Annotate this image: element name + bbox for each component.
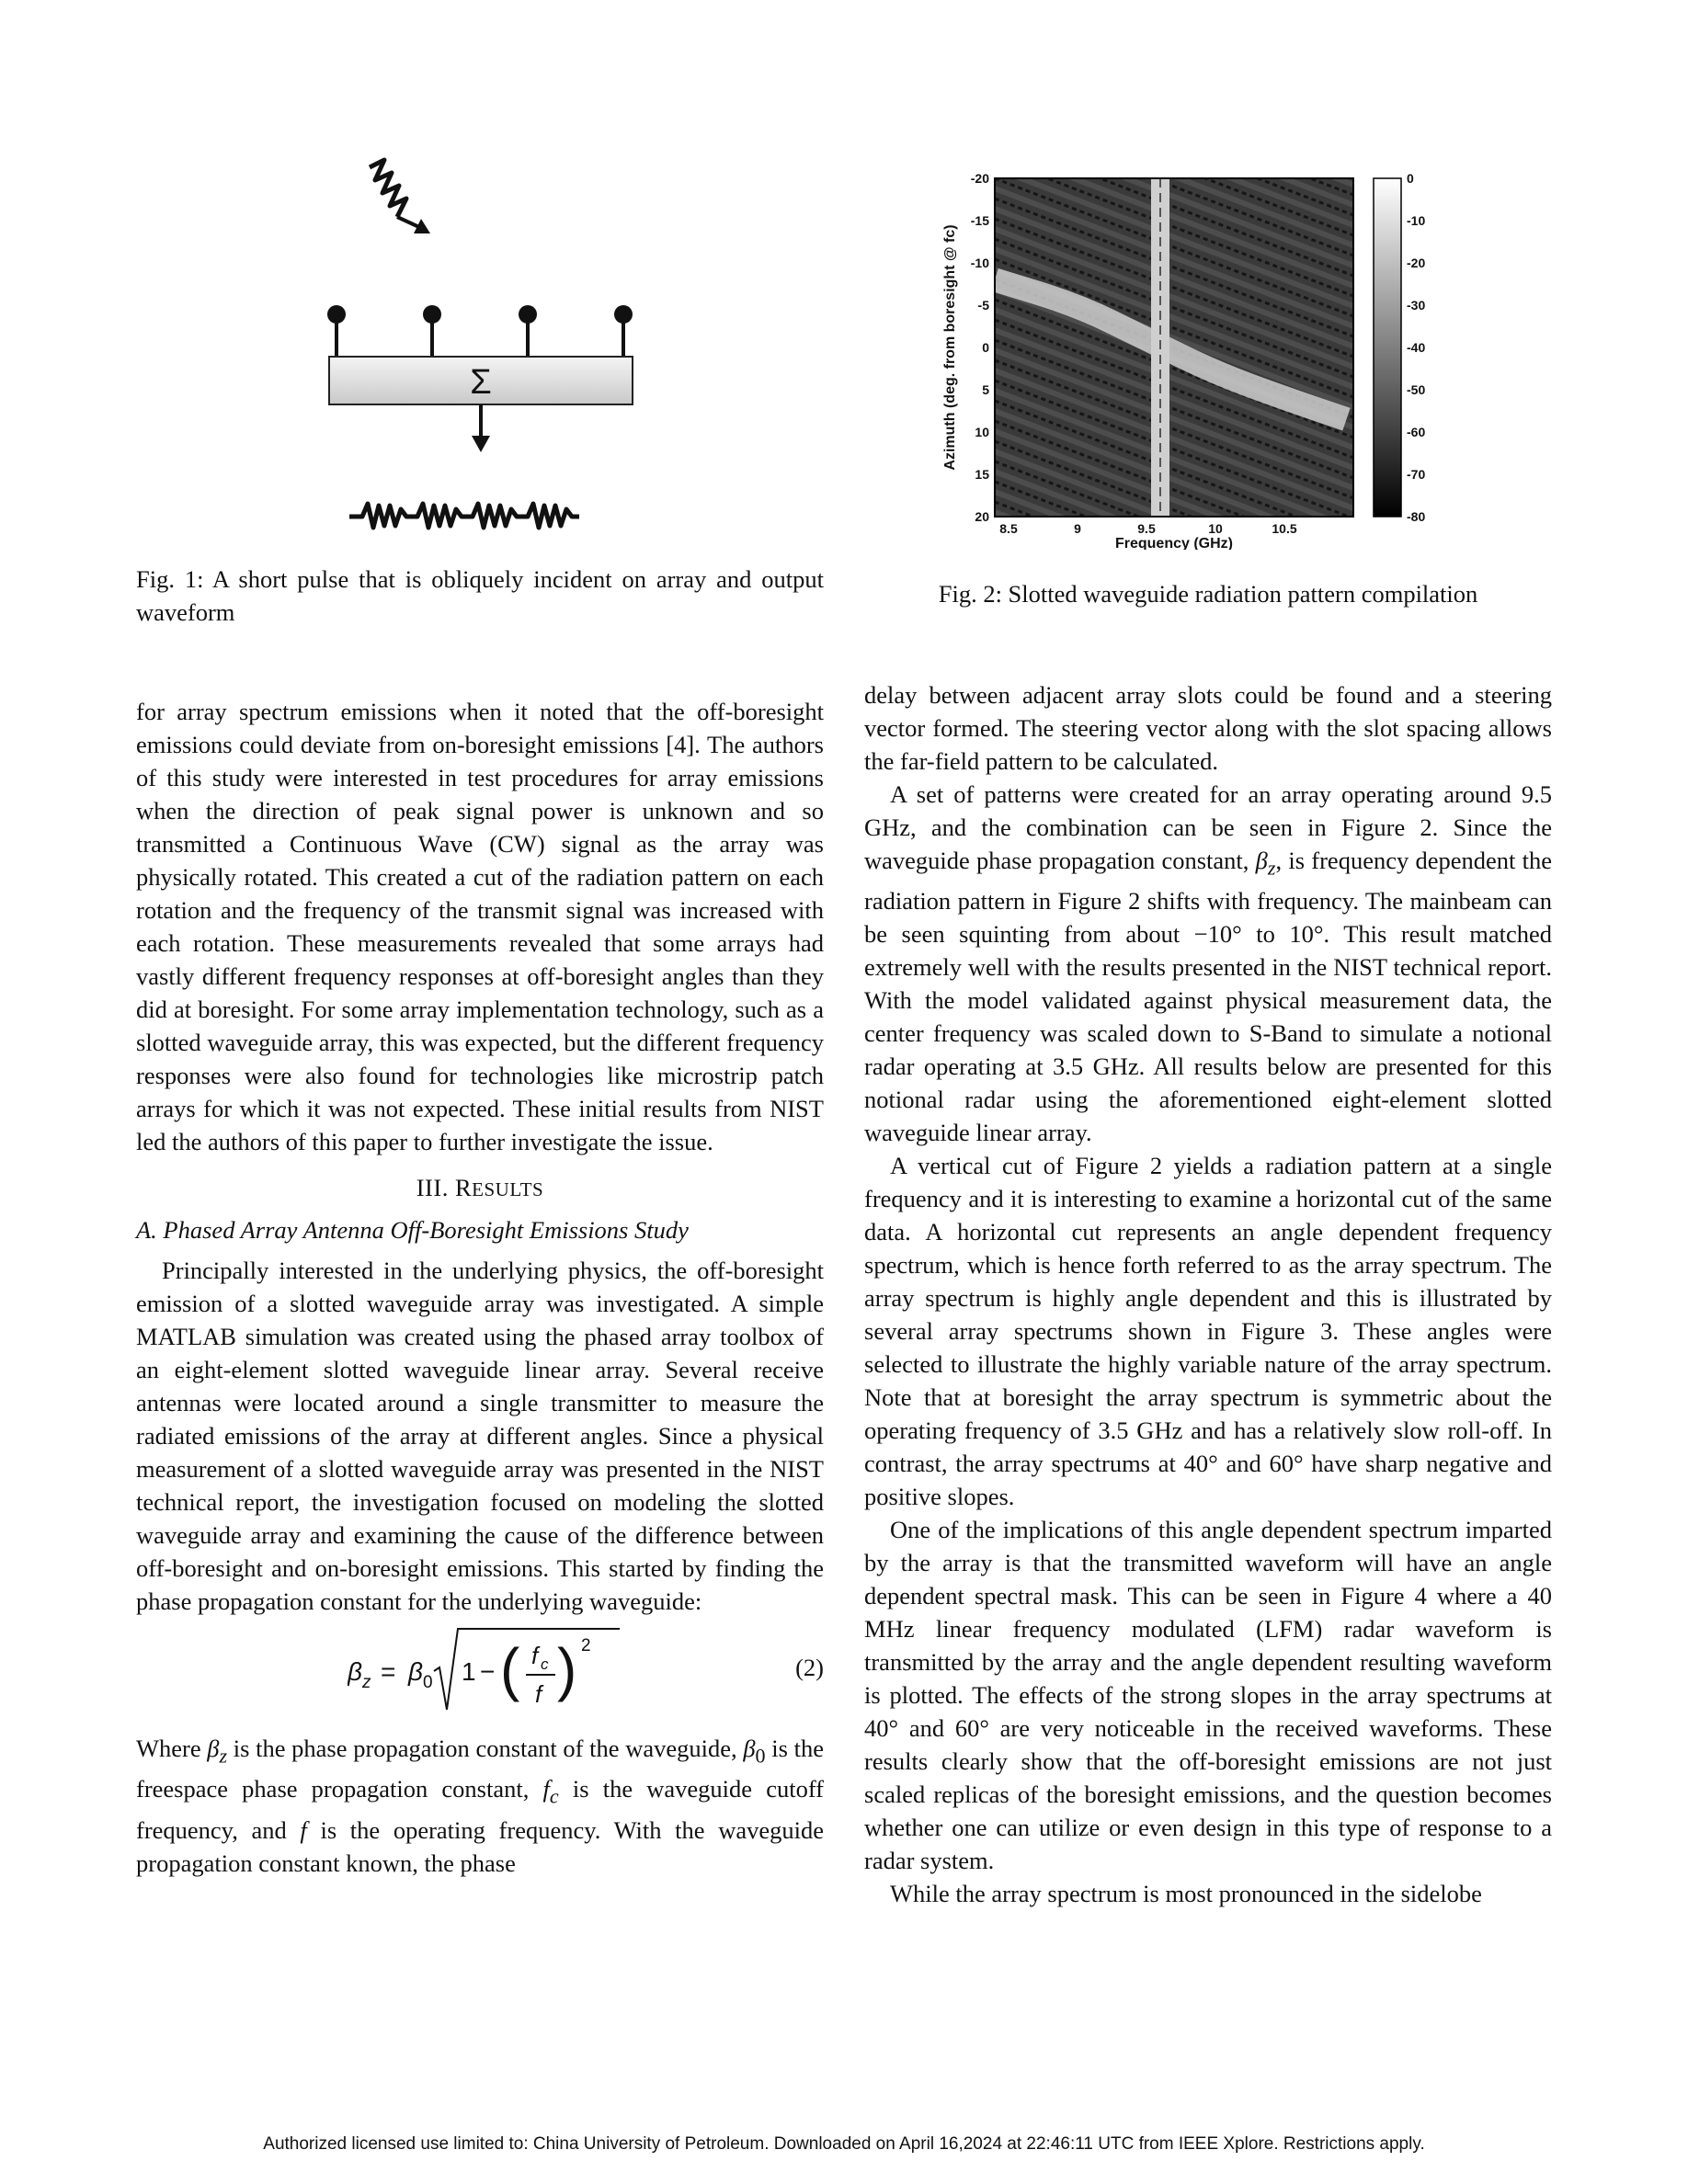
x-axis-ticks	[999, 521, 1297, 536]
colorbar-tick-label: -20	[1407, 256, 1426, 270]
colorbar-tick-label: -60	[1407, 425, 1426, 439]
x-tick-label: 10.5	[1272, 521, 1297, 536]
y-tick-label: -15	[970, 213, 989, 228]
symbol-beta-z: $\beta_z$	[1255, 847, 1276, 880]
paragraph: delay between adjacent array slots could be found and a steering vector formed. The steering vector along with the slot spacing allows the far-field pattern to be calculated.	[864, 681, 1552, 775]
colorbar-tick-label: -10	[1407, 213, 1426, 228]
y-tick-label: 0	[982, 340, 989, 355]
paragraph: One of the implications of this angle dependent spectrum imparted by the array is that the transmitted waveform will have an angle dependent spectral mask. This can be seen in Figure 4 where a 40 MHz linear frequency modulated (LFM) radar waveform is transmitted by the array and the angle dependent resulting waveform is plotted. The effects of the strong slopes in the array spectrums at 40° and 60° are very noticeable in the received waveforms. These results clearly show that the off-boresight emissions are not just scaled replicas of the boresight emissions, and the question becomes whether one can utilize or even design in this type of response to a radar system.	[864, 1516, 1552, 1875]
y-tick-label: 10	[975, 425, 989, 439]
section-number: III.	[416, 1174, 449, 1201]
paragraph: A set of patterns were created for an array operating around 9.5 GHz, and the combination can be seen in Figure 2. Since the waveguide phase propagation constant, $\beta_z$, is frequency dependent the radiation pattern in Figure 2 shifts with frequency. The mainbeam can be seen squinting from about −10° to 10°. This result matched extremely well with the results presented in the NIST technical report. With the model validated against physical measurement data, the center frequency was scaled down to S-Band to simulate a notional radar operating at 3.5 GHz. All results below are presented for this notional radar using the aforementioned eight-element slotted waveguide linear array.	[864, 780, 1553, 1147]
y-tick-label: 20	[975, 509, 989, 524]
svg-text:c: c	[541, 1655, 549, 1673]
y-tick-label: -10	[970, 256, 989, 270]
colorbar-tick-label: 0	[1407, 171, 1414, 186]
sidelobe-null-line	[995, 164, 1353, 175]
svg-text:f: f	[531, 1642, 539, 1669]
colorbar	[1374, 178, 1401, 517]
left-column	[136, 695, 824, 1880]
equation-number: (2)	[795, 1654, 824, 1681]
svg-text:): )	[557, 1636, 577, 1702]
y-axis-ticks	[971, 171, 989, 524]
section-heading	[136, 1171, 824, 1206]
paragraph: Principally interested in the underlying physics, the off-boresight emission of a slotted waveguide array was investigated. A simple MATLAB simulation was created using the phased array toolbox of an eight-element slotted waveguide linear array. Several receive antennas were located around a single transmitter to measure the radiated emissions of the array at different angles. Since a physical measurement of a slotted waveguide array was presented in the NIST technical report, the investigation focused on modeling the slotted waveguide array and examining the cause of the difference between off-boresight and on-boresight emissions. This started by finding the phase propagation constant for the underlying waveguide:	[136, 1257, 824, 1615]
right-column	[864, 678, 1552, 1910]
figure-1-caption: Fig. 1: A short pulse that is obliquely incident on array and output waveform	[136, 565, 824, 626]
symbol-beta-0: $\beta_0$	[743, 1735, 766, 1768]
equation-beta-z	[348, 1623, 623, 1723]
symbol-fc: $f_c$	[542, 1775, 559, 1808]
figure-1-diagram	[303, 156, 690, 561]
colorbar-tick-label: -80	[1407, 509, 1426, 524]
svg-text:2: 2	[581, 1636, 591, 1655]
symbol-beta-z: $\beta_z$	[207, 1735, 228, 1768]
svg-text:−: −	[480, 1657, 496, 1686]
svg-text:f: f	[535, 1680, 542, 1708]
sidelobe-ridge	[995, 164, 1353, 165]
license-footer: Authorized licensed use limited to: China University of Petroleum. Downloaded on April 16,2024 at 22:46:11 UTC from IEEE Xplore. Restrictions apply.	[263, 2134, 1425, 2154]
antenna-elements	[327, 305, 633, 357]
svg-text:(: (	[500, 1636, 520, 1702]
colorbar-ticks	[1407, 171, 1425, 524]
x-axis-label: Frequency (GHz)	[1114, 536, 1234, 550]
x-tick-label: 8.5	[999, 521, 1018, 536]
equation-2	[136, 1623, 824, 1723]
svg-text:z: z	[362, 1673, 371, 1692]
incident-pulse-icon	[370, 160, 430, 233]
colorbar-tick-label: -40	[1407, 340, 1426, 355]
paragraph: A vertical cut of Figure 2 yields a radiation pattern at a single frequency and it is interesting to examine a horizontal cut of the same data. A horizontal cut represents an angle dependent frequency spectrum, which is hence forth referred to as the array spectrum. The array spectrum is highly angle dependent and this is illustrated by several array spectrums shown in Figure 3. These angles were selected to illustrate the highly variable nature of the array spectrum. Note that at boresight the array spectrum is symmetric about the operating frequency of 3.5 GHz and has a relatively slow roll-off. In contrast, the array spectrums at 40° and 60° have sharp negative and positive slopes.	[864, 1152, 1552, 1511]
colorbar-tick-label: -70	[1407, 467, 1426, 482]
paragraph: Where $\beta_z$ is the phase propagation constant of the waveguide, $\beta_0$ is the freespace phase propagation constant, $f_c$ is the waveguide cutoff frequency, and f is the operating frequency. With the waveguide propagation constant known, the phase	[136, 1735, 824, 1877]
paragraph: While the array spectrum is most pronounced in the sidelobe	[890, 1880, 1482, 1908]
y-tick-label: -5	[977, 298, 989, 313]
paragraph: for array spectrum emissions when it noted that the off-boresight emissions could deviate from on-boresight emissions [4]. The authors of this study were interested in test procedures for array emissions when the direction of peak signal power is unknown and so transmitted a Continuous Wave (CW) signal as the array was physically rotated. This created a cut of the radiation pattern on each rotation and the frequency of the transmit signal was increased with each rotation. These measurements revealed that some arrays had vastly different frequency responses at off-boresight angles than they did at boresight. For some array implementation technology, such as a slotted waveguide array, this was expected, but the different frequency responses were also found for technologies like microstrip patch arrays for which it was not expected. These initial results from NIST led the authors of this paper to further investigate the issue.	[136, 698, 824, 1155]
symbol-f: f	[300, 1815, 307, 1844]
y-tick-label: 15	[975, 467, 989, 482]
svg-text:0: 0	[423, 1673, 433, 1692]
subsection-heading: A. Phased Array Antenna Off-Boresight Emissions Study	[136, 1216, 689, 1244]
sum-symbol: Σ	[470, 363, 492, 402]
svg-text:1: 1	[462, 1657, 476, 1686]
colorbar-tick-label: -50	[1407, 382, 1426, 397]
y-tick-label: -20	[970, 171, 989, 186]
section-title-rest: ESULTS	[472, 1178, 544, 1200]
x-tick-label: 9.5	[1137, 521, 1156, 536]
svg-text:β: β	[408, 1657, 423, 1686]
colorbar-tick-label: -30	[1407, 298, 1426, 313]
figure-2-heatmap	[940, 164, 1454, 550]
svg-text:=: =	[381, 1657, 396, 1686]
figure-2-caption: Fig. 2: Slotted waveguide radiation pattern compilation	[938, 580, 1478, 608]
y-tick-label: 5	[982, 382, 989, 397]
down-arrow-icon	[472, 436, 490, 452]
y-axis-label: Azimuth (deg. from boresight @ fc)	[942, 224, 958, 471]
x-tick-label: 9	[1074, 521, 1081, 536]
svg-text:β: β	[348, 1657, 362, 1686]
section-title-initial: R	[454, 1174, 473, 1201]
output-waveform-icon	[349, 504, 579, 528]
x-tick-label: 10	[1208, 521, 1223, 536]
